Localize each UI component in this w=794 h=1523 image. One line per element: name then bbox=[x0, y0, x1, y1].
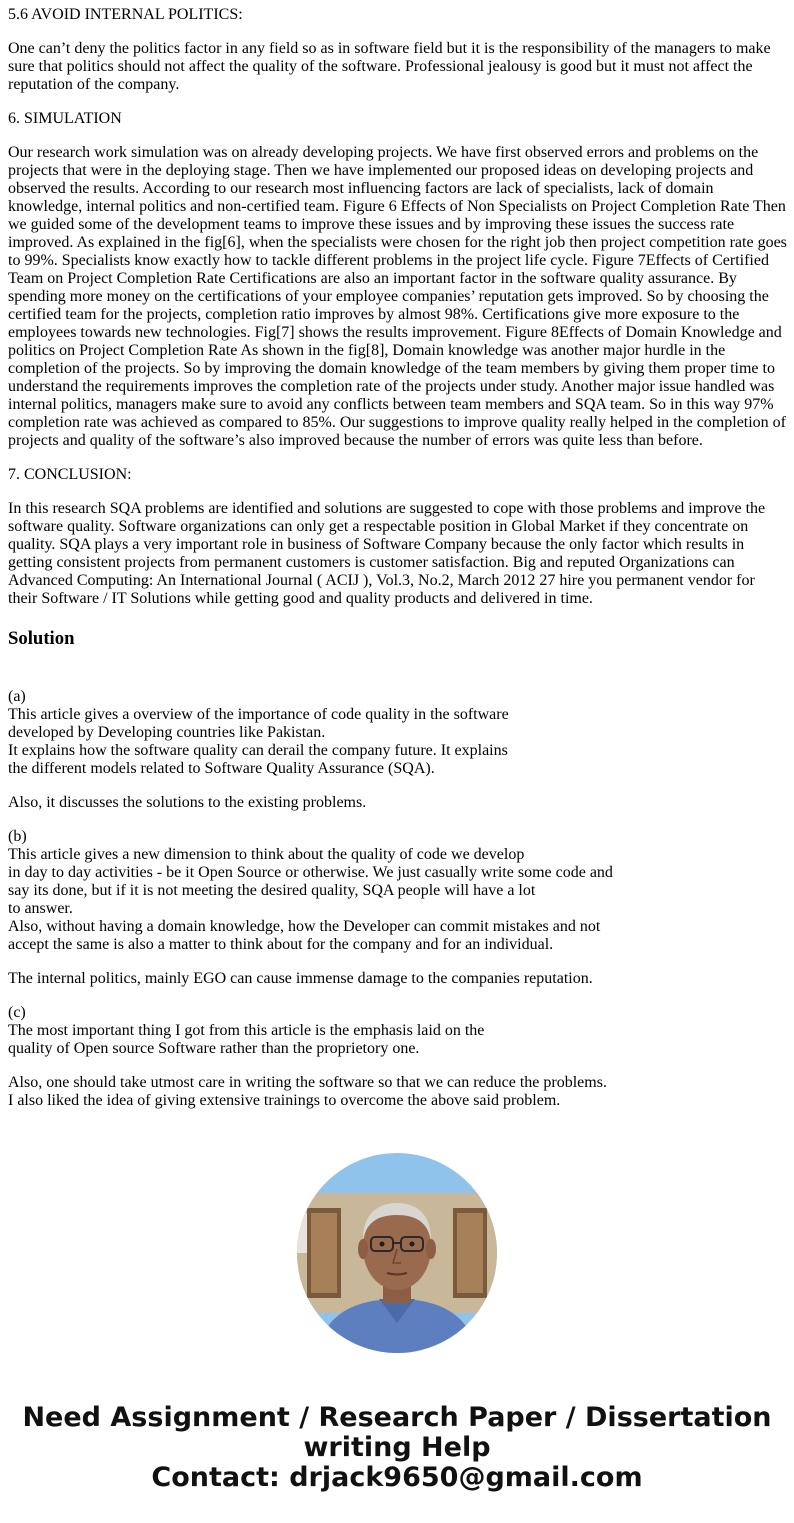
author-portrait-image bbox=[297, 1153, 497, 1353]
solution-part-a: (a) This article gives a overview of the importance of code quality in the software developed by Developing countries like Pakistan. It explains how the software quality can derail the company future. It explains the different models related to Software Quality Assurance (SQA). bbox=[8, 688, 509, 777]
section-7-heading: 7. CONCLUSION: bbox=[8, 466, 132, 483]
solution-part-b-extra: The internal politics, mainly EGO can cause immense damage to the companies reputation. bbox=[8, 970, 593, 987]
solution-part-a-extra: Also, it discusses the solutions to the existing problems. bbox=[8, 794, 367, 811]
promo-line-1: Need Assignment / Research Paper / Dissertation bbox=[22, 1402, 772, 1433]
author-avatar bbox=[297, 1153, 497, 1353]
section-7-body: In this research SQA problems are identified and solutions are suggested to cope with those problems and improve the software quality. Software organizations can only get a respectable position in Global Market if they concentrate on quality. SQA plays a very important role in business of Software Company because the only factor which results in getting consistent projects from permanent customers is customer satisfaction. Big and reputed Organizations can Advanced Computing: An International Journal ( ACIJ ), Vol.3, No.2, March 2012 27 hire you permanent vendor for their Software / IT Solutions while getting good and quality products and delivered in time. bbox=[8, 500, 766, 607]
solution-part-c: (c) The most important thing I got from this article is the emphasis laid on the quality of Open source Software rather than the proprietory one. bbox=[8, 1004, 485, 1057]
section-56-heading: 5.6 AVOID INTERNAL POLITICS: bbox=[8, 6, 243, 23]
promo-contact-email: Contact: drjack9650@gmail.com bbox=[151, 1462, 643, 1493]
promo-line-2: writing Help bbox=[303, 1432, 491, 1463]
solution-part-c-extra: Also, one should take utmost care in writing the software so that we can reduce the problems. I also liked the idea of giving extensive trainings to overcome the above said problem. bbox=[8, 1074, 607, 1109]
document-body bbox=[8, 6, 788, 1126]
solution-heading: Solution bbox=[8, 628, 75, 649]
section-56-body: One can’t deny the politics factor in any field so as in software field but it is the responsibility of the managers to make sure that politics should not affect the quality of the software. Professional jealousy is good but it must not affect the reputation of the company. bbox=[8, 40, 771, 93]
section-6-body: Our research work simulation was on already developing projects. We have first observed errors and problems on the projects that were in the deploying stage. Then we have implemented our proposed ideas on developing projects and observed the results. According to our research most influencing factors are lack of specialists, lack of domain knowledge, internal politics and non-certified team. Figure 6 Effects of Non Specialists on Project Completion Rate Then we guided some of the development teams to improve these issues and by improving these issues the success rate improved. As explained in the fig[6], when the specialists were chosen for the right job then project competition rate goes to 99%. Specialists know exactly how to tackle different problems in the project life cycle. Figure 7Effects of Certified Team on Project Completion Rate Certifications are also an important factor in the software quality assurance. By spending more money on the certifications of your employee companies’ reputation gets improved. So by choosing the certified team for the projects, completion ratio improves by almost 98%. Certifications give more exposure to the employees towards new technologies. Fig[7] shows the results improvement. Figure 8Effects of Domain Knowledge and politics on Project Completion Rate As shown in the fig[8], Domain knowledge was another major hurdle in the completion of the projects. So by improving the domain knowledge of the team members by giving them proper time to understand the requirements improves the completion rate of the projects under study. Another major issue handled was internal politics, managers make sure to avoid any conflicts between team members and SQA team. So in this way 97% completion rate was achieved as compared to 85%. Our suggestions to improve quality really helped in the completion of projects and quality of the software’s also improved because the number of errors was quite less than before. bbox=[8, 144, 787, 449]
promo-banner bbox=[0, 1403, 794, 1493]
section-6-heading: 6. SIMULATION bbox=[8, 110, 122, 127]
solution-part-b: (b) This article gives a new dimension to think about the quality of code we develop in day to day activities - be it Open Source or otherwise. We just casually write some code and say its done, but if it is not meeting the desired quality, SQA people will have a lot to answer. Also, without having a domain knowledge, how the Developer can commit mistakes and not accept the same is also a matter to think about for the company and for an individual. bbox=[8, 828, 613, 953]
